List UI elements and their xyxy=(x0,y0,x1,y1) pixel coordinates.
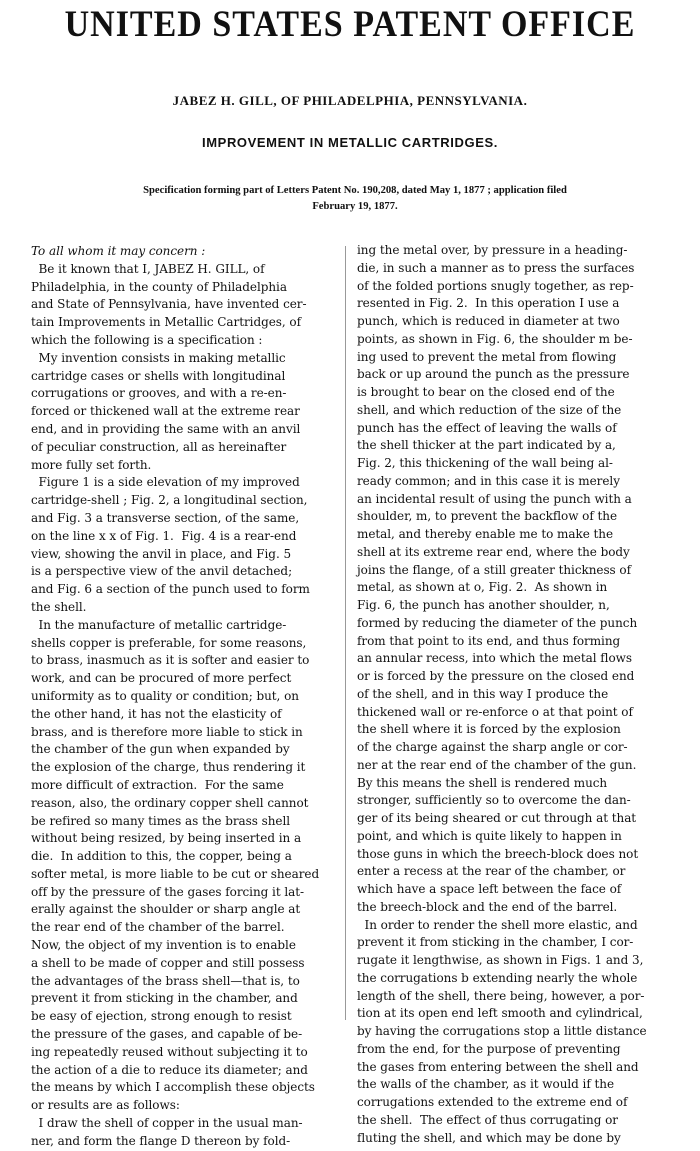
left-column-line: the pressure of the gases, and capable of be- xyxy=(31,1027,303,1042)
left-column-line: is a perspective view of the anvil detached; xyxy=(31,564,293,579)
left-column-line: Figure 1 is a side elevation of my improved xyxy=(31,475,300,490)
left-column-line: and State of Pennsylvania, have invented cer- xyxy=(31,297,307,312)
right-column-line: Fig. 2, this thickening of the wall being al- xyxy=(357,456,613,470)
left-column-line: on the line x x of Fig. 1. Fig. 4 is a rear-end xyxy=(31,528,297,543)
left-column-line: brass, and is therefore more liable to stick in xyxy=(31,724,303,739)
left-column-line: the means by which I accomplish these objects xyxy=(31,1080,315,1095)
right-column-line: By this means the shell is rendered much xyxy=(357,775,608,790)
left-column xyxy=(31,243,343,1151)
right-column-line: length of the shell, there being, however, a por- xyxy=(357,988,645,1003)
right-column-line: an incidental result of using the punch with a xyxy=(357,491,632,506)
right-column-line: of the shell, and in this way I produce the xyxy=(357,686,609,701)
left-column-line: cartridge-shell ; Fig. 2, a longitudinal section, xyxy=(31,493,308,508)
left-column-line: cartridge cases or shells with longitudinal xyxy=(31,368,286,383)
left-column-line: erally against the shoulder or sharp angle at xyxy=(31,902,301,917)
right-column-line: In order to render the shell more elastic, and xyxy=(357,917,638,932)
left-column-line: or results are as follows: xyxy=(31,1098,180,1113)
right-column-line: punch, which is reduced in diameter at two xyxy=(357,314,620,328)
left-column-line: forced or thickened wall at the extreme rear xyxy=(31,404,300,419)
right-column-line: metal, as shown at o, Fig. 2. As shown in xyxy=(357,580,608,595)
right-column-line: metal, and thereby enable me to make the xyxy=(357,527,614,541)
left-column-line: tain Improvements in Metallic Cartridges, of xyxy=(31,315,301,330)
left-column-line: Be it known that I, JABEZ H. GILL, of xyxy=(31,261,265,276)
left-column-line: and Fig. 3 a transverse section, of the same, xyxy=(31,510,300,525)
right-column-line: shell at its extreme rear end, where the body xyxy=(357,544,630,559)
right-column-line: from that point to its end, and thus forming xyxy=(357,633,621,648)
left-column-line: My invention consists in making metallic xyxy=(31,350,286,365)
right-column-line: ing the metal over, by pressure in a heading- xyxy=(357,243,628,257)
right-column xyxy=(357,242,669,1147)
left-column-line: the chamber of the gun when expanded by xyxy=(31,742,290,757)
column-divider xyxy=(345,246,346,1020)
right-column-line: corrugations extended to the extreme end of xyxy=(357,1095,628,1109)
left-column-line: a shell to be made of copper and still possess xyxy=(31,955,305,970)
left-column-line: the rear end of the chamber of the barrel. xyxy=(31,920,285,935)
patent-title: IMPROVEMENT IN METALLIC CARTRIDGES. xyxy=(202,135,498,150)
right-column-line: tion at its open end left smooth and cylindrical, xyxy=(357,1006,643,1021)
left-column-line: view, showing the anvil in place, and Fig. 5 xyxy=(31,546,292,561)
left-column-line: shells copper is preferable, for some reasons, xyxy=(31,635,307,650)
inventor-line: JABEZ H. GILL, OF PHILADELPHIA, PENNSYLVANIA. xyxy=(172,93,528,108)
right-column-line: formed by reducing the diameter of the punch xyxy=(357,615,638,630)
left-column-line: In the manufacture of metallic cartridge- xyxy=(31,617,287,632)
left-column-line: without being resized, by being inserted in a xyxy=(31,831,302,846)
right-column-line: ner at the rear end of the chamber of the gun. xyxy=(357,757,637,772)
right-column-line: stronger, sufficiently so to overcome the dan- xyxy=(357,793,631,808)
left-column-line: the explosion of the charge, thus rendering it xyxy=(31,760,306,775)
left-column-line: the action of a die to reduce its diameter; and xyxy=(31,1062,308,1077)
right-column-line: punch has the effect of leaving the walls of xyxy=(357,420,617,435)
left-column-line: be refired so many times as the brass shell xyxy=(31,813,291,828)
right-column-line: ger of its being sheared or cut through at that xyxy=(357,811,637,825)
right-column-line: an annular recess, into which the metal flows xyxy=(357,651,632,666)
right-column-line: points, as shown in Fig. 6, the shoulder m be- xyxy=(357,331,633,346)
right-column-line: thickened wall or re-enforce o at that point of xyxy=(357,704,633,719)
left-column-line: the other hand, it has not the elasticity of xyxy=(31,706,282,721)
right-column-line: shell, and which reduction of the size of the xyxy=(357,402,622,417)
specification-line-2: February 19, 1877. xyxy=(312,201,398,212)
left-column-line: be easy of ejection, strong enough to resist xyxy=(31,1009,292,1024)
right-column-line: prevent it from sticking in the chamber, I cor- xyxy=(357,935,634,950)
left-column-line: reason, also, the ordinary copper shell cannot xyxy=(31,795,309,810)
right-column-line: of the charge against the sharp angle or cor- xyxy=(357,740,628,754)
left-column-line: which the following is a specification : xyxy=(31,332,263,347)
right-column-line: Fig. 6, the punch has another shoulder, n, xyxy=(357,598,610,612)
right-column-line: those guns in which the breech-block does not xyxy=(357,846,639,861)
right-column-line: the walls of the chamber, as it would if the xyxy=(357,1077,615,1092)
left-column-line: ing repeatedly reused without subjecting it to xyxy=(31,1044,308,1059)
left-column-line: softer metal, is more liable to be cut or sheared xyxy=(31,866,320,881)
left-column-line: of peculiar construction, all as hereinafter xyxy=(31,439,287,454)
office-heading: UNITED STATES PATENT OFFICE xyxy=(64,4,636,45)
right-column-line: point, and which is quite likely to happen in xyxy=(357,828,622,843)
right-column-line: from the end, for the purpose of preventing xyxy=(357,1041,621,1056)
left-column-line: more difficult of extraction. For the same xyxy=(31,777,284,792)
left-column-line: off by the pressure of the gases forcing it lat- xyxy=(31,884,305,899)
right-column-line: rugate it lengthwise, as shown in Figs. 1 and 3, xyxy=(357,953,644,967)
specification-line-1: Specification forming part of Letters Patent No. 190,208, dated May 1, 1877 ; application filed xyxy=(143,185,567,196)
right-column-line: back or up around the punch as the pressure xyxy=(357,367,630,382)
right-column-line: enter a recess at the rear of the chamber, or xyxy=(357,864,626,879)
right-column-line: ing used to prevent the metal from flowing xyxy=(357,349,617,364)
right-column-line: which have a space left between the face of xyxy=(357,882,622,896)
right-column-line: of the folded portions snugly together, as rep- xyxy=(357,278,634,293)
right-column-line: is brought to bear on the closed end of the xyxy=(357,385,615,399)
left-column-line: die. In addition to this, the copper, being a xyxy=(31,849,292,864)
right-column-line: resented in Fig. 2. In this operation I use a xyxy=(357,296,620,311)
left-column-line: the advantages of the brass shell—that is, to xyxy=(31,973,300,988)
right-column-line: ready common; and in this case it is merely xyxy=(357,473,620,488)
left-column-line: to brass, inasmuch as it is softer and easier to xyxy=(31,653,310,668)
right-column-line: fluting the shell, and which may be done by xyxy=(357,1130,621,1145)
right-column-line: by having the corrugations stop a little distance xyxy=(357,1024,647,1038)
specification-line xyxy=(55,183,655,215)
left-column-line: work, and can be procured of more perfect xyxy=(31,671,292,686)
right-column-line: the gases from entering between the shell and xyxy=(357,1059,639,1074)
left-column-line: the shell. xyxy=(31,599,87,614)
right-column-line: shoulder, m, to prevent the backflow of the xyxy=(357,509,618,524)
left-column-line: prevent it from sticking in the chamber, and xyxy=(31,991,298,1006)
right-column-line: joins the flange, of a still greater thickness of xyxy=(357,562,631,577)
left-column-line: ner, and form the flange D thereon by fold- xyxy=(31,1133,291,1148)
left-column-line: To all whom it may concern : xyxy=(31,244,206,258)
right-column-line: the corrugations b extending nearly the whole xyxy=(357,970,638,985)
left-column-line: I draw the shell of copper in the usual man- xyxy=(31,1116,303,1131)
left-column-line: uniformity as to quality or condition; but, on xyxy=(31,688,299,703)
right-column-line: die, in such a manner as to press the surfaces xyxy=(357,260,635,275)
right-column-line: the shell. The effect of thus corrugating or xyxy=(357,1112,618,1127)
left-column-line: Now, the object of my invention is to enable xyxy=(31,938,296,953)
left-column-line: and Fig. 6 a section of the punch used to form xyxy=(31,582,310,597)
left-column-line: Philadelphia, in the county of Philadelphia xyxy=(31,279,287,294)
right-column-line: the shell thicker at the part indicated by a, xyxy=(357,438,616,453)
left-column-line: end, and in providing the same with an anvil xyxy=(31,421,301,436)
right-column-line: the shell where it is forced by the explosion xyxy=(357,722,621,737)
left-column-line: corrugations or grooves, and with a re-en- xyxy=(31,386,287,401)
right-column-line: or is forced by the pressure on the closed end xyxy=(357,669,635,683)
left-column-line: more fully set forth. xyxy=(31,457,152,472)
right-column-line: the breech-block and the end of the barrel. xyxy=(357,899,618,914)
